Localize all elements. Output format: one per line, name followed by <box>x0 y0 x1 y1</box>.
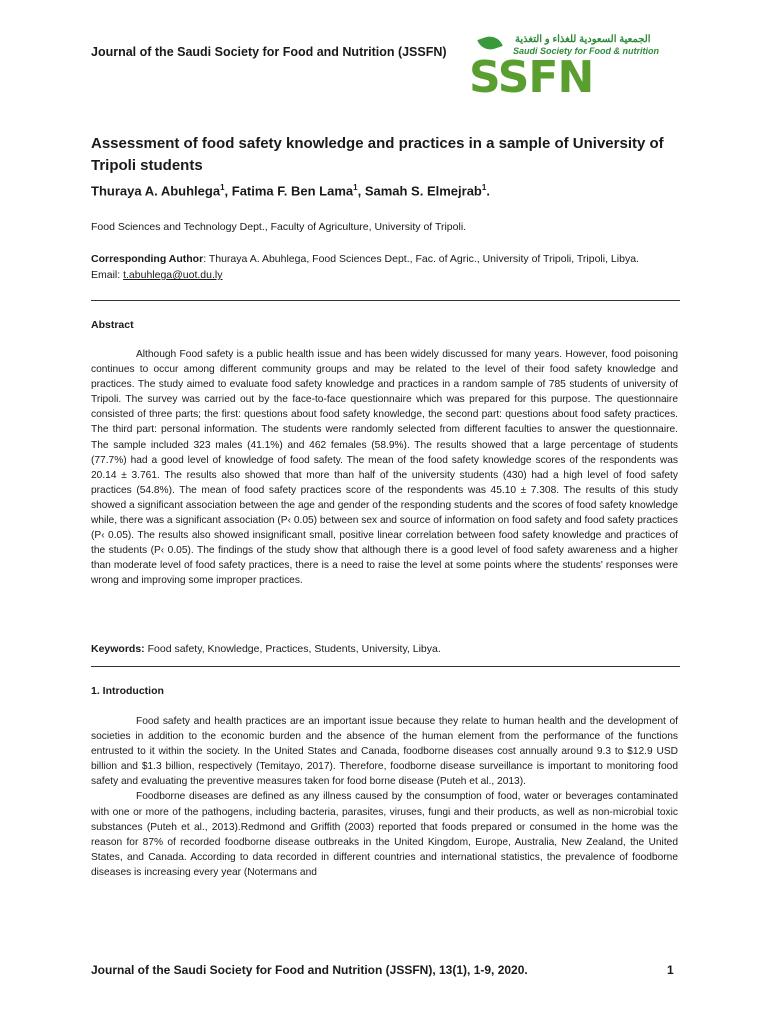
leaf-icon <box>477 33 502 54</box>
paragraph: Food safety and health practices are an important issue because they relate to human health and the development of societies in addition to the economic burden and the absence of the human element from the performance of the functions entrusted to it within the society. In the United States and Canada, foodborne diseases cost annually around 9.3 to $12.9 USD billion and $1.3 billion, respectively (Temitayo, 2017). Therefore, foodborne disease surveillance is important to monitoring food safety and evaluating the preventive measures taken for food borne disease (Puteh et al., 2013). <box>91 716 678 788</box>
keywords <box>91 643 441 655</box>
affiliation: Food Sciences and Technology Dept., Faculty of Agriculture, University of Tripoli. <box>91 221 467 233</box>
page-number: 1 <box>667 963 674 977</box>
affiliation-mark: 1 <box>220 183 225 192</box>
author-list <box>91 183 490 198</box>
introduction-heading: 1. Introduction <box>91 685 164 697</box>
journal-header: Journal of the Saudi Society for Food and Nutrition (JSSFN) <box>91 45 447 59</box>
section-divider <box>91 300 680 301</box>
abstract-text: Although Food safety is a public health issue and has been widely discussed for many years. However, food poisoning continues to occur among different community groups and may be related to the level of their food safety knowledge and practices. The study aimed to evaluate food safety knowledge and practices in a random sample of 785 students of university of Tripoli. The survey was carried out by the face-to-face questionnaire which was prepared for this purpose. The questionnaire consisted of three parts; the first: questions about food safety knowledge, the second part: questions about food safety practices. The third part: personal information. The students were randomly selected from different faculties to answer the questionnaire. The sample included 323 males (41.1%) and 462 females (58.9%). The results showed that a large percentage of students (77.7%) had a good level of knowledge of food safety. The mean of the food safety knowledge scores of the respondents was 20.14 ± 3.761. The results also showed that more than half of the university students (430) had a high level of food safety practices (54.8%). The mean of food safety practices score of the respondents was 45.10 ± 7.308. The results of this study showed a significant association between the age and gender of the responding students and the scores of food safety knowledge while, there was a significant association (P‹ 0.05) between sex and source of information on food safety and food safety practices (P‹ 0.05). The results also showed insignificant small, positive linear correlation between food safety knowledge and practices of the students (P‹ 0.05). The findings of the study show that although there is a good level of food safety awareness and a higher than moderate level of food safety practices, there is a need to raise the level at some points where the students' responses were wrong and improving some improper practices. <box>91 349 678 587</box>
keywords-label: Keywords: <box>91 643 145 655</box>
journal-logo <box>463 32 688 104</box>
author-name: Thuraya A. Abuhlega <box>91 183 221 199</box>
author-separator: , <box>357 183 365 199</box>
logo-english-text: Saudi Society for Food & nutrition <box>513 46 659 56</box>
corresponding-text: : Thuraya A. Abuhlega, Food Sciences Dept., Fac. of Agric., University of Tripoli, Tripoli, Libya. <box>203 253 639 265</box>
author-separator: . <box>486 183 490 199</box>
email-label: Email: <box>91 269 124 281</box>
paragraph: Foodborne diseases are defined as any illness caused by the consumption of food, water or beverages contaminated with one or more of the pathogens, including bacteria, parasites, viruses, fungi and their products, as well as non-microbial toxic substances (Puteh et al., 2013).Redmond and Griffith (2003) reported that foods prepared or consumed in the home was the reason for 87% of recorded foodborne disease outbreaks in the United Kingdom, Europe, Australia, New Zealand, the United States, and Canada. According to data recorded in different countries and international statistics, the prevalence of foodborne diseases is increasing every year (Notermans and <box>91 791 678 878</box>
section-divider <box>91 666 680 667</box>
corresponding-author <box>91 251 691 283</box>
affiliation-mark: 1 <box>353 183 358 192</box>
logo-arabic-text: الجمعية السعودية للغذاء و التغذية <box>515 34 651 45</box>
affiliation-mark: 1 <box>481 183 487 192</box>
author-name: Samah S. Elmejrab <box>364 183 482 199</box>
author-name: Fatima F. Ben Lama <box>231 183 354 199</box>
footer-citation: Journal of the Saudi Society for Food and Nutrition (JSSFN), 13(1), 1-9, 2020. <box>91 963 528 977</box>
logo-letters: SSFN <box>469 52 594 103</box>
author-separator: , <box>224 183 232 199</box>
corresponding-label: Corresponding Author <box>91 253 204 265</box>
introduction-body <box>91 714 678 880</box>
email-link[interactable]: t.abuhlega@uot.du.ly <box>123 269 223 281</box>
abstract-heading: Abstract <box>91 319 134 331</box>
keywords-list: Food safety, Knowledge, Practices, Students, University, Libya. <box>144 643 441 655</box>
article-title: Assessment of food safety knowledge and practices in a sample of University of Tripoli students <box>91 135 664 174</box>
